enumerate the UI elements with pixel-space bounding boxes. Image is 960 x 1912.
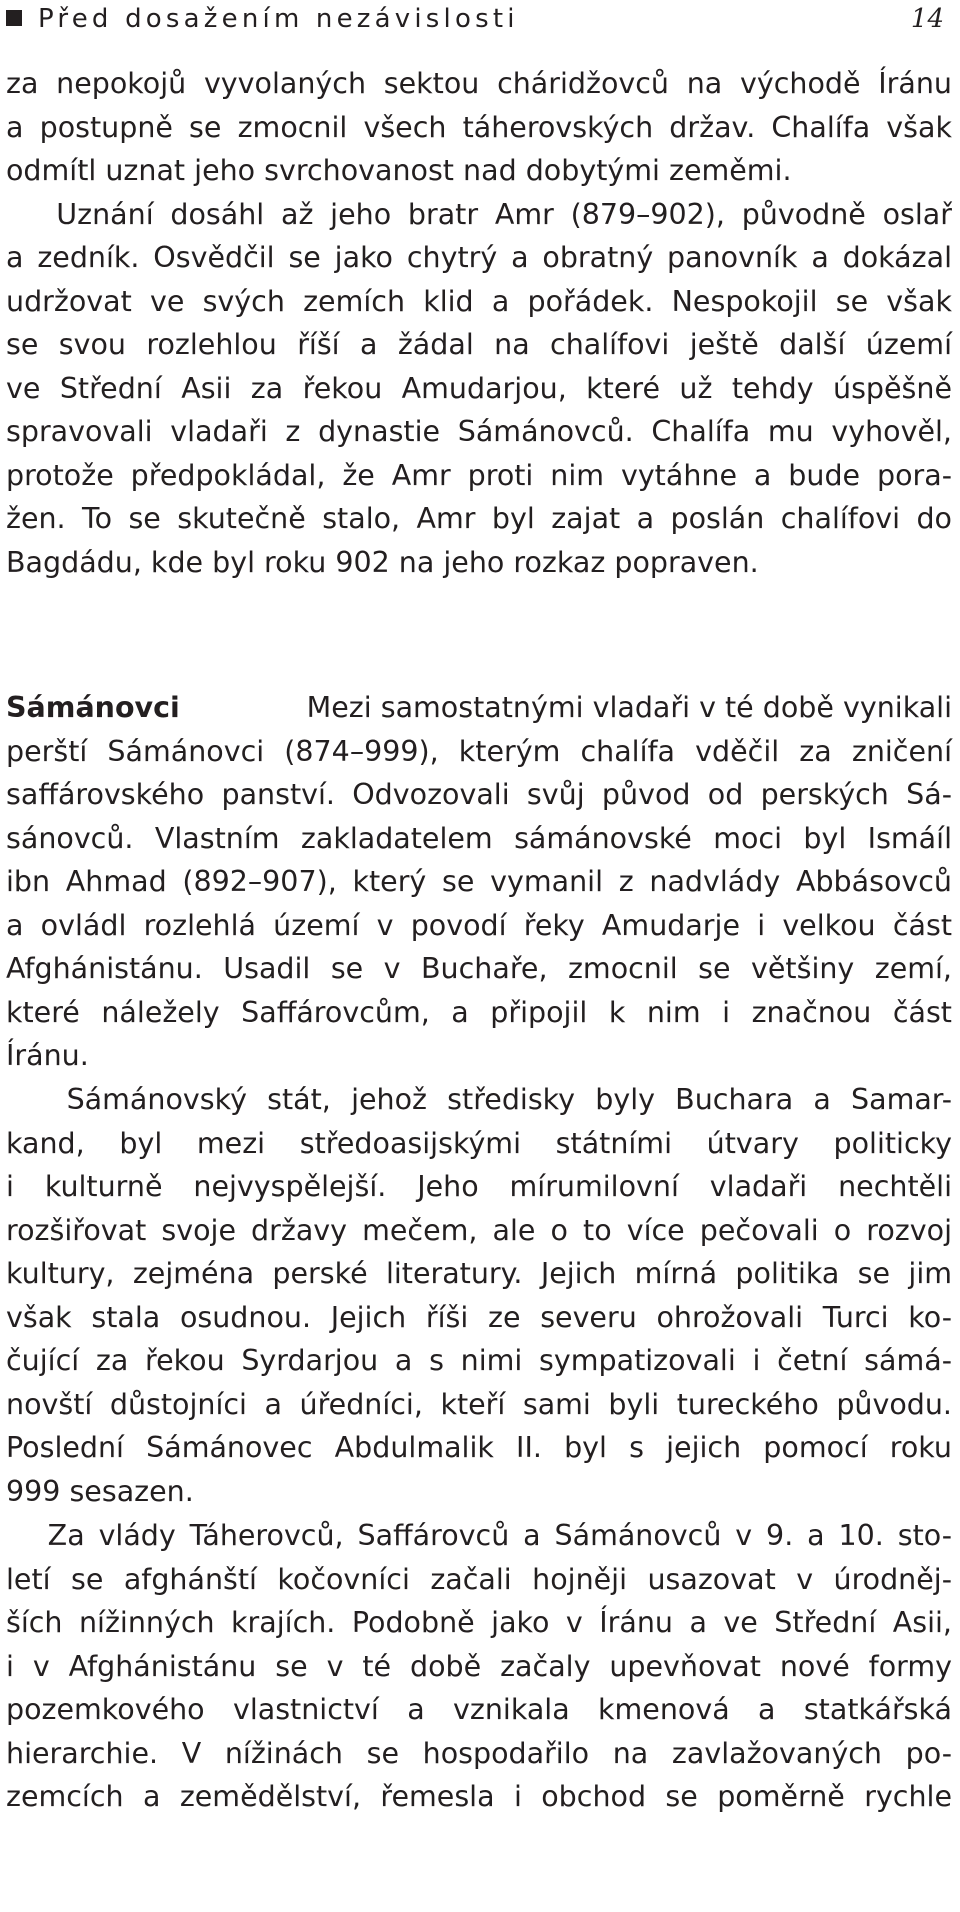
text-line: které náležely Saffárovcům, a připojil k nim i značnou část [6,995,952,1029]
text-line: perští Sámánovci (874–999), kterým chalífa vděčil za zničení [6,734,952,768]
running-head [6,0,954,40]
text-line: saffárovského panství. Odvozovali svůj původ od perských Sá- [6,778,952,811]
text-line: se svou rozlehlou říší a žádal na chalífovi ještě další území [6,328,952,361]
text-line: ibn Ahmad (892–907), který se vymanil z nadvlády Abbásovců [6,865,952,898]
text-line: ších nížinných krajích. Podobně jako v Íránu a ve Střední Asii, [6,1606,952,1639]
paragraph-afghan-nomads [6,1514,952,1819]
text-line: rozšiřovat svoje državy mečem, ale o to více pečovali o rozvoj [6,1213,952,1247]
text-line: Poslední Sámánovec Abdulmalik II. byl s jejich pomocí roku [6,1431,952,1464]
text-line: však stala osudnou. Jejich říši ze severu ohrožovali Turci ko- [6,1300,952,1334]
text-line: Afghánistánu. Usadil se v Buchaře, zmocnil se většiny zemí, [6,952,952,985]
section-samanovci [6,686,952,1078]
text-line: a zedník. Osvědčil se jako chytrý a obratný panovník a dokázal [6,241,952,274]
section-first-line [6,686,952,730]
running-head-title: Před dosažením nezávislosti [38,4,519,34]
text-line: sánovců. Vlastním zakladatelem sámánovské moci byl Ismáíl [6,821,952,855]
text-line: novští důstojníci a úředníci, kteří sami byli tureckého původu. [6,1387,952,1421]
section-heading: Sámánovci [6,691,180,724]
paragraph-amr [6,62,952,584]
paragraph-samanid-state [6,1078,952,1513]
text-line: Za vlády Táherovců, Saffárovců a Sámánovců v 9. a 10. sto- [6,1519,952,1552]
text-line: za nepokojů vyvolaných sektou cháridžovců na východě Íránu [6,67,952,100]
text-line: Bagdádu, kde byl roku 902 na jeho rozkaz popraven. [6,545,759,579]
text-line: letí se afghánští kočovníci začali hojněji usazovat v úrodněj- [6,1562,952,1596]
text-line: zemcích a zemědělství, řemesla i obchod se poměrně rychle [6,1780,952,1813]
text-line: čující za řekou Syrdarjou a s nimi sympatizovali i četní sámá- [6,1344,952,1377]
text-line: i kulturně nejvyspělejší. Jeho mírumilovní vladaři nechtěli [6,1170,952,1203]
text-line: a ovládl rozlehlá území v povodí řeky Amudarje i velkou část [6,908,952,942]
text-line: i v Afghánistánu se v té době začaly upevňovat nové formy [6,1649,952,1683]
text-line: Sámánovský stát, jehož středisky byly Buchara a Samar- [6,1083,952,1116]
text-line: Uznání dosáhl až jeho bratr Amr (879–902), původně oslař [6,197,952,231]
text-line: Íránu. [6,1039,89,1072]
text-line: odmítl uznat jeho svrchovanost nad dobytými zeměmi. [6,154,792,187]
text-line: protože předpokládal, že Amr proti nim vytáhne a bude pora- [6,458,952,492]
text-line: kand, byl mezi středoasijskými státními útvary politicky [6,1126,952,1160]
text-line: Mezi samostatnými vladaři v té době vynikali [306,691,952,724]
text-line: hierarchie. V nížinách se hospodařilo na zavlažovaných po- [6,1736,952,1770]
text-line: a postupně se zmocnil všech táherovských držav. Chalífa však [6,110,952,144]
page-number: 14 [910,4,944,34]
text-line: kultury, zejména perské literatury. Jejich mírná politika se jim [6,1257,952,1290]
text-line: udržovat ve svých zemích klid a pořádek. Nespokojil se však [6,284,952,318]
text-line: spravovali vladaři z dynastie Sámánovců. Chalífa mu vyhověl, [6,415,952,448]
text-line: ve Střední Asii za řekou Amudarjou, které už tehdy úspěšně [6,371,952,405]
filled-square-icon [6,10,22,26]
text-line: pozemkového vlastnictví a vznikala kmenová a statkářská [6,1693,952,1726]
text-line: žen. To se skutečně stalo, Amr byl zajat a poslán chalífovi do [6,502,952,535]
text-line: 999 sesazen. [6,1474,194,1508]
